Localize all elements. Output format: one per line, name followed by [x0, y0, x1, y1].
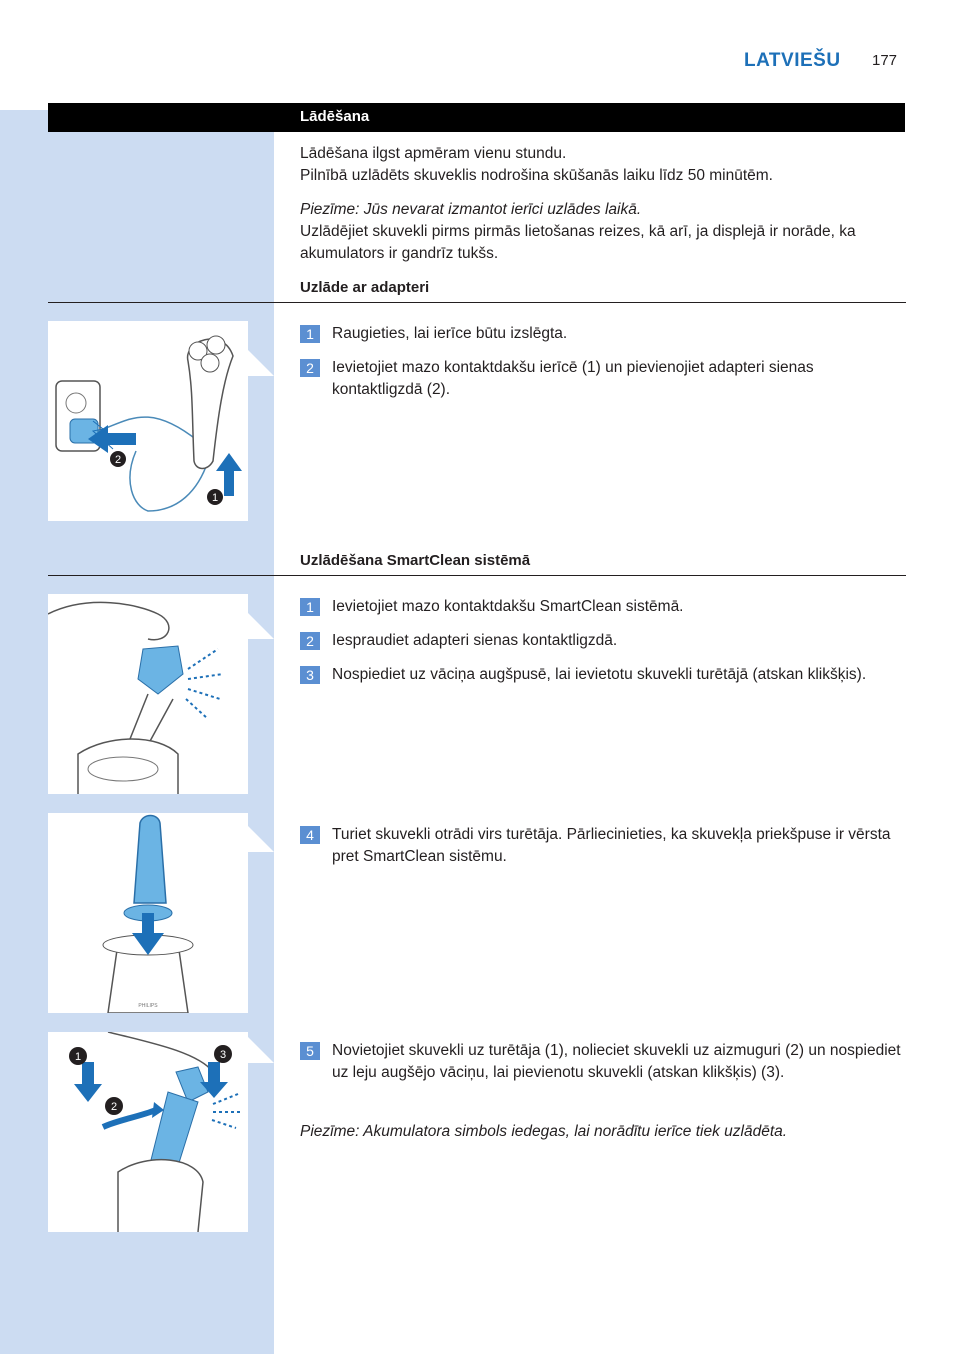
smartclean-step-5	[300, 1040, 905, 1084]
intro-paragraph	[300, 143, 910, 187]
smartclean-step-1	[300, 596, 905, 618]
upside-down-illustration	[48, 813, 248, 1013]
figure-adapter-charging	[48, 321, 248, 521]
adapter-step-1	[300, 323, 905, 345]
page-number: 177	[872, 52, 898, 69]
step-number-badge: 2	[300, 632, 320, 650]
figure-pointer	[248, 350, 274, 376]
step-text: Iespraudiet adapteri sienas kontaktligzdā.	[332, 632, 618, 649]
step-text: Nospiediet uz vāciņa augšpusē, lai ievietotu skuvekli turētājā (atskan klikšķis).	[332, 666, 867, 683]
smartclean-rule	[48, 575, 906, 576]
step-number-badge: 3	[300, 666, 320, 684]
figure-press-cap	[48, 594, 248, 794]
note-text: Uzlādējiet skuvekli pirms pirmās lietošanas reizes, kā arī, ja displejā ir norāde, ka akumulators ir gandrīz tukšs.	[300, 223, 856, 262]
step-number-badge: 4	[300, 826, 320, 844]
step-text: Raugieties, lai ierīce būtu izslēgta.	[332, 325, 568, 342]
figure-pointer	[248, 826, 274, 852]
note-paragraph	[300, 199, 910, 265]
smartclean-step-3	[300, 664, 905, 686]
callout-2: 2	[114, 454, 122, 466]
battery-note: Piezīme: Akumulatora simbols iedegas, lai norādītu ierīce tiek uzlādēta.	[300, 1123, 788, 1140]
callout-3: 3	[219, 1049, 227, 1061]
step-number-badge: 1	[300, 325, 320, 343]
smartclean-step-4	[300, 824, 905, 868]
step-text: Turiet skuvekli otrādi virs turētāja. Pārliecinieties, ka skuvekļa priekšpuse ir vērsta pret SmartClean sistēmu.	[332, 826, 891, 865]
smartclean-subheading: Uzlādēšana SmartClean sistēmā	[300, 552, 531, 569]
press-cap-illustration	[48, 594, 248, 794]
adapter-rule	[48, 302, 906, 303]
callout-1: 1	[74, 1051, 82, 1063]
attach-shaver-illustration	[48, 1032, 248, 1232]
step-number-badge: 1	[300, 598, 320, 616]
intro-line-2: Pilnībā uzlādēts skuveklis nodrošina skūšanās laiku līdz 50 minūtēm.	[300, 167, 773, 184]
step-number-badge: 2	[300, 359, 320, 377]
intro-line-1: Lādēšana ilgst apmēram vienu stundu.	[300, 145, 567, 162]
adapter-step-2	[300, 357, 905, 401]
section-title: Lādēšana	[300, 108, 370, 125]
step-text: Novietojiet skuvekli uz turētāja (1), nolieciet skuvekli uz aizmuguri (2) un nospiediet uz leju augšējo vāciņu, lai pievienotu skuvekli (atskan klikšķis) (3).	[332, 1042, 901, 1081]
smartclean-step-2	[300, 630, 905, 652]
figure-pointer	[248, 1037, 274, 1063]
brand-label: PHILIPS	[138, 1003, 158, 1009]
step-text: Ievietojiet mazo kontaktdakšu ierīcē (1) un pievienojiet adapteri sienas kontaktligzdā (2).	[332, 359, 814, 398]
callout-2: 2	[110, 1101, 118, 1113]
section-title-bar	[48, 103, 905, 132]
adapter-subheading: Uzlāde ar adapteri	[300, 279, 430, 296]
callout-1: 1	[211, 492, 219, 504]
step-text: Ievietojiet mazo kontaktdakšu SmartClean sistēmā.	[332, 598, 684, 615]
step-number-badge: 5	[300, 1042, 320, 1060]
language-heading: LATVIEŠU	[744, 50, 841, 71]
adapter-illustration	[48, 321, 248, 521]
figure-shaver-upside-down	[48, 813, 248, 1013]
figure-pointer	[248, 613, 274, 639]
figure-attach-shaver	[48, 1032, 248, 1232]
note-label: Piezīme: Jūs nevarat izmantot ierīci uzlādes laikā.	[300, 201, 642, 218]
